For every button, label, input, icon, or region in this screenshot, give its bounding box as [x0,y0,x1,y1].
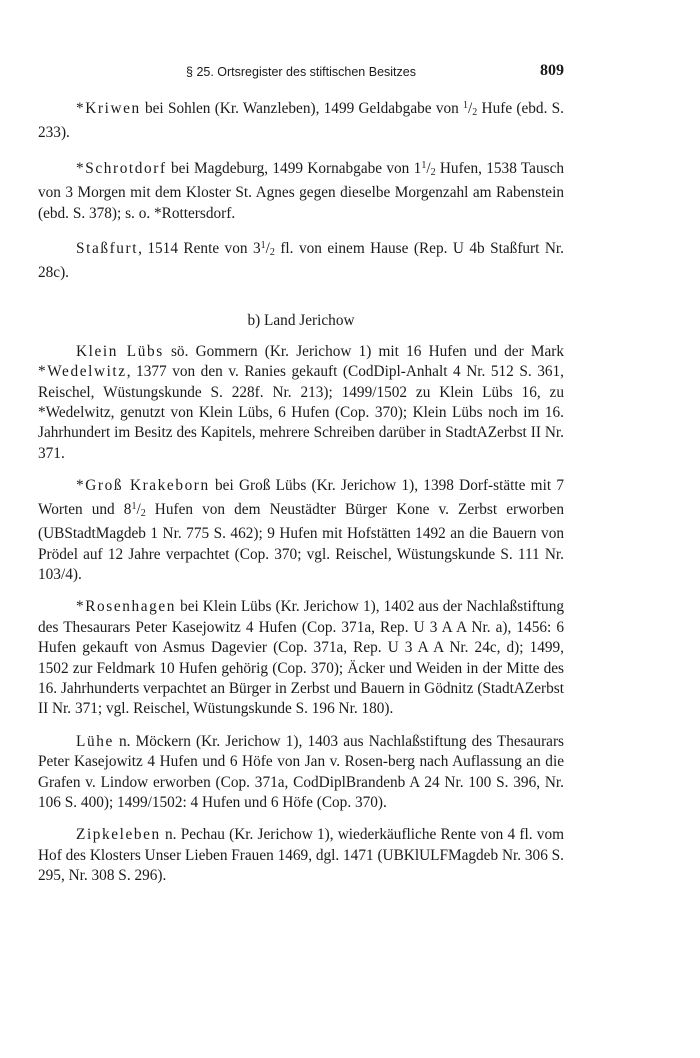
running-header [38,62,564,84]
entry-name: Lühe [76,732,114,750]
entry-name: Klein Lübs [76,342,164,360]
entry-name: Zipkeleben [76,826,161,844]
entry-gross-krakeborn: *Groß Krakeborn bei Groß Lübs (Kr. Jerichow 1), 1398 Dorf-stätte mit 7 Worten und $8^1/_2$ Hufen von dem Neustädter Bürger Kone v. Zerbst erworben (UBStadtMagdeb 1 Nr. 775 S. 462); 9 Hufen mit Hofstätten 1492 an die Bauern von Prödel auf 12 Jahre verpachtet (Cop. 370; vgl. Reischel, Wüstungskunde S. 111 Nr. 103/4). [38,477,564,583]
book-page [38,62,564,887]
entry-kriwen: *Kriwen bei Sohlen (Kr. Wanzleben), 1499 Geldabgabe von $^1/_2$ Hufe (ebd. S. 233). [38,100,564,142]
section-title: b) Land Jerichow [247,311,355,329]
entry-name: *Schrotdorf [76,159,167,177]
entry-schrotdorf: *Schrotdorf bei Magdeburg, 1499 Kornabgabe von $1^1/_2$ Hufen, 1538 Tausch von 3 Morgen mit dem Kloster St. Agnes gegen dieselbe Morgenzahl am Rabenstein (ebd. S. 378); s. o. *Rottersdorf. [38,159,565,222]
page-number: 809 [540,62,564,79]
entry-zipkeleben: Zipkeleben n. Pechau (Kr. Jerichow 1), wiederkäufliche Rente von 4 fl. vom Hof des Klosters Unser Lieben Frauen 1469, dgl. 1471 (UBKlULFMagdeb Nr. 306 S. 295, Nr. 308 S. 296). [38,826,564,885]
entry-name: *Groß Krakeborn [76,477,210,495]
entry-luehe: Lühe n. Möckern (Kr. Jerichow 1), 1403 aus Nachlaßstiftung des Thesaurars Peter Kasejowitz 4 Hufen und 6 Höfe von Jan v. Rosen-berg nach Auflassung an die Grafen v. Lindow erworben (Cop. 371a, CodDiplBrandenb A 24 Nr. 100 S. 396, Nr. 106 S. 400); 1499/1502: 4 Hufen und 6 Höfe (Cop. 370). [38,732,564,811]
entry-rosenhagen: *Rosenhagen bei Klein Lübs (Kr. Jerichow 1), 1402 aus der Nachlaßstiftung des Thesaurars Peter Kasejowitz 4 Hufen (Cop. 371a, Rep. U 3 A A Nr. a), 1456: 6 Hufen gekauft von Asmus Dagevier (Cop. 371a, Rep. U 3 A A Nr. 24c, d); 1499, 1502 zur Feldmark 10 Hufen gehörig (Cop. 370); Äcker und Weiden in der Mitte des 16. Jahrhunderts verpachtet an Bürger in Zerbst und Bauern in Gödnitz (StadtAZerbst II Nr. 371; vgl. Reischel, Wüstungskunde S. 196 Nr. 180). [38,598,564,718]
running-header-title: § 25. Ortsregister des stiftischen Besitzes [186,65,416,79]
entry-name: *Kriwen [76,100,141,117]
entry-name: Staßfurt [76,240,139,258]
entry-stassfurt: Staßfurt, 1514 Rente von $3^1/_2$ fl. von einem Hause (Rep. U 4b Staßfurt Nr. 28c). [38,240,564,282]
entry-name: *Rosenhagen [76,598,177,616]
entry-name-secondary: *Wedelwitz [38,363,127,381]
entry-klein-luebs: Klein Lübs sö. Gommern (Kr. Jerichow 1) mit 16 Hufen und der Mark *Wedelwitz, 1377 von den v. Ranies gekauft (CodDipl-Anhalt 4 Nr. 512 S. 361, Reischel, Wüstungskunde S. 228f. Nr. 213); 1499/1502 zu Klein Lübs 16, zu *Wedelwitz, genutzt von Klein Lübs, 6 Hufen (Cop. 370); Klein Lübs noch im 16. Jahrhundert im Besitz des Kapitels, mehrere Schreiben darüber in StadtAZerbst II Nr. 371. [38,342,565,462]
